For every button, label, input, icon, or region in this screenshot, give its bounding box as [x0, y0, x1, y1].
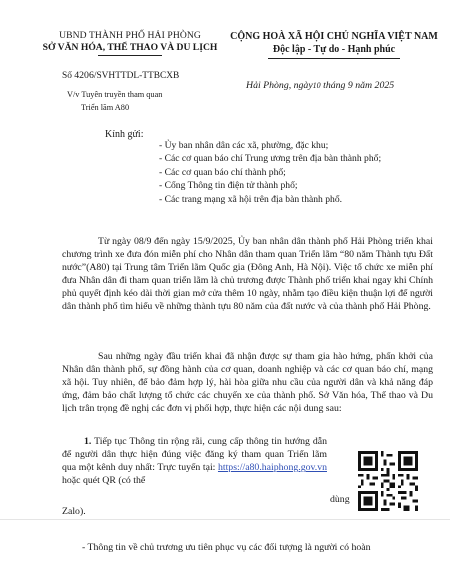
recipient-item: - Các cơ quan báo chí Trung ương trên địa bàn thành phố; [159, 153, 382, 165]
document-subject [67, 88, 227, 114]
item-1-tail-zalo: Zalo). [62, 506, 86, 517]
paragraph-request: Sau những ngày đầu triển khai đã nhận được sự tham gia hào hứng, phấn khởi của Nhân dân thành phố, sự đồng hành của cơ quan, doanh nghiệp và các cơ quan báo chí, mạng xã hội. Tuy nhiên, để bảo đảm hợp lý, hài hòa giữa nhu cầu của người dân và khả năng đáp ứng, đảm bảo chất lượng tổ chức các chuyến xe của thành phố. Sở Văn hóa, Thể thao và Du lịch trân trọng đề nghị các đơn vị phối hợp, thực hiện các nội dung sau: [62, 351, 433, 415]
national-header [224, 30, 444, 59]
qr-code-icon[interactable] [358, 451, 418, 511]
date-place: Hải Phòng, ngày [246, 80, 313, 91]
subject-line-1: V/v Tuyên truyền tham quan [67, 90, 163, 99]
agency-header [40, 30, 220, 56]
paragraph-item-2-start: - Thông tin về chủ trương ưu tiên phục vụ các đối tượng là người có hoàn [82, 542, 371, 553]
doc-number-prefix: Số [62, 71, 72, 81]
agency-parent: UBND THÀNH PHỐ HẢI PHÒNG [59, 30, 201, 41]
agency-underline [98, 55, 162, 56]
doc-number-value: 4206 [74, 70, 94, 81]
agency-name: SỞ VĂN HÓA, THỂ THAO VÀ DU LỊCH [42, 42, 218, 53]
item-1-text: Tiếp tục Thông tin rộng rãi, cung cấp thông tin hướng dẫn để người dân thực hiện đúng việc đăng ký tham quan Triển lãm qua một kênh duy nhất: Trực tuyến tại: [62, 436, 327, 474]
document-number [62, 70, 179, 82]
recipient-item: - Ủy ban nhân dân các xã, phường, đặc khu; [159, 140, 329, 151]
motto-underline [268, 58, 400, 59]
paragraph-item-1 [62, 435, 327, 487]
paragraph-intro: Từ ngày 08/9 đến ngày 15/9/2025, Ủy ban nhân dân thành phố Hải Phòng triển khai chương trình xe đưa đón miễn phí cho Nhân dân tham quan Triển lãm “80 năm Thành tựu Đất nước”(A80) tại Trung tâm Triển lãm Quốc gia (Đông Anh, Hà Nội). Việc tổ chức xe miễn phí đưa Nhân dân đi tham quan triển lãm là chủ trương được Thành phố triển khai ngay khi Chính phủ quyết định kéo dài thời gian mở cửa thêm 10 ngày, nhằm tạo điều kiện thuận lợi để người dân thành phố tìm hiểu về những thành tựu 80 năm của đất nước và của thành phố Hải Phòng. [62, 236, 433, 313]
doc-number-suffix: /SVHTTDL-TTBCXB [93, 71, 180, 81]
paragraph-item-1-tail [62, 506, 86, 517]
recipient-item: - Các trang mạng xã hội trên địa bàn thành phố. [159, 193, 343, 205]
subject-line-2: Triển lãm A80 [81, 103, 130, 112]
country-name: CỘNG HOÀ XÃ HỘI CHỦ NGHĨA VIỆT NAM [230, 31, 438, 42]
date-day: 10 [312, 81, 321, 90]
registration-link[interactable]: https://a80.haiphong.gov.vn [217, 462, 327, 474]
recipient-list [159, 139, 444, 206]
item-number: 1. [84, 436, 92, 447]
recipient-item: - Các cơ quan báo chí thành phố; [159, 166, 286, 178]
national-motto: Độc lập - Tự do - Hạnh phúc [272, 44, 396, 55]
recipient-item: - Cổng Thông tin điện tử thành phố; [159, 180, 298, 192]
page-divider [0, 519, 450, 520]
document-date [246, 80, 446, 91]
item-1-after-link: hoặc quét QR (có thể [62, 475, 146, 487]
item-1-tail-dung: dùng [330, 494, 350, 505]
date-rest: tháng 9 năm 2025 [320, 80, 395, 91]
salutation: Kính gửi: [105, 129, 144, 140]
